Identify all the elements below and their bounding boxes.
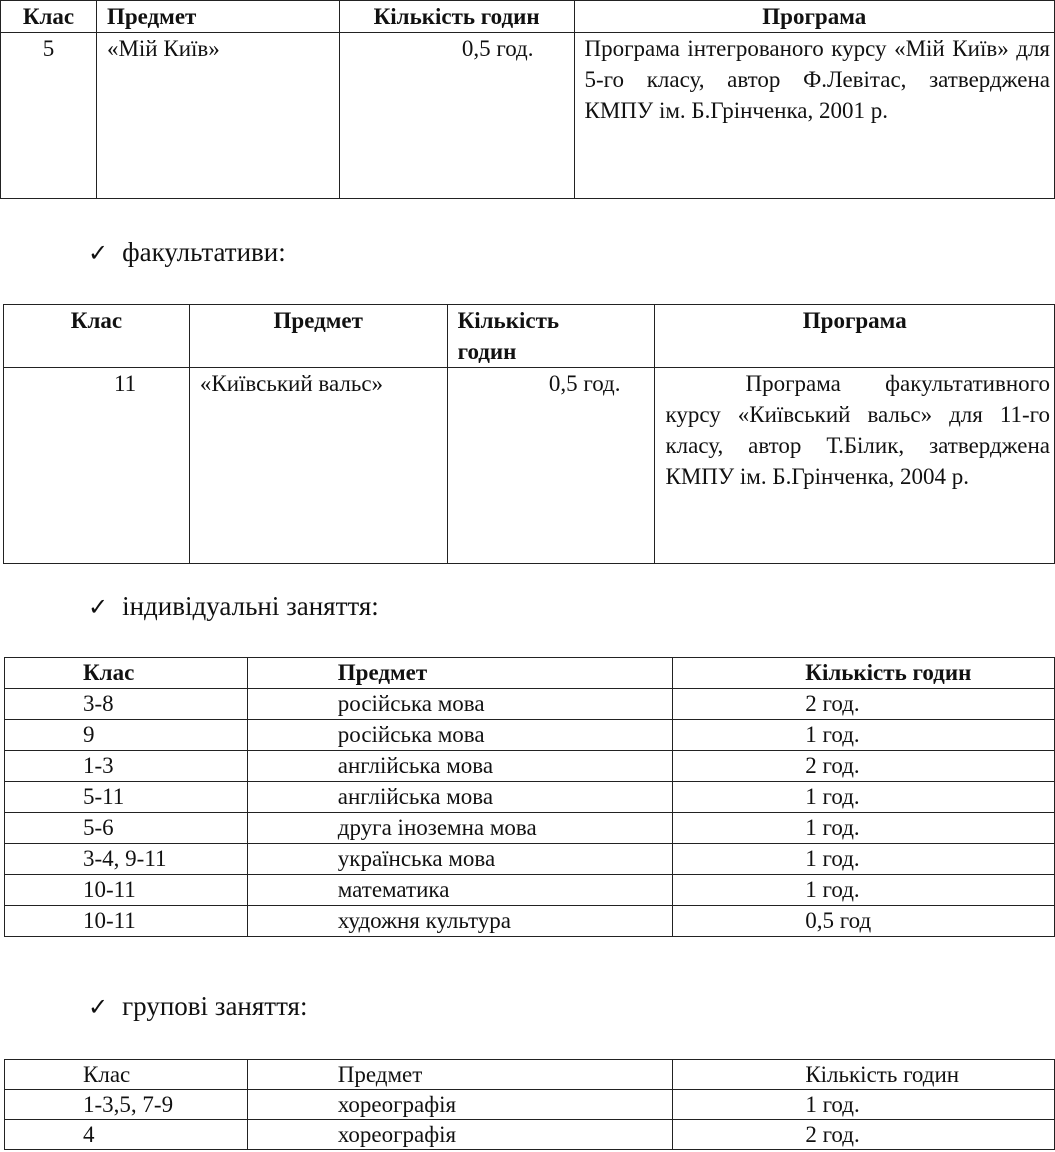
cell-program: Програма факультативного курсу «Київський вальс» для 11-го класу, автор Т.Білик, затверджена КМПУ ім. Б.Грінченка, 2004 р.	[655, 368, 1055, 564]
table-header-row	[4, 305, 1055, 368]
header-program: Програма	[655, 305, 1055, 368]
cell-hours: 1 год.	[673, 782, 1055, 813]
cell-hours: 2 год.	[673, 689, 1055, 720]
cell-hours: 1 год.	[673, 1090, 1055, 1120]
table-row	[5, 906, 1055, 937]
cell-hours: 1 год.	[673, 813, 1055, 844]
table-row	[5, 720, 1055, 751]
cell-subject: хореографія	[247, 1090, 673, 1120]
checkmark-icon: ✓	[88, 239, 109, 267]
table-row	[5, 1120, 1055, 1150]
header-program: Програма	[574, 1, 1054, 33]
header-hours: Кількість годин	[673, 658, 1055, 689]
checkmark-icon: ✓	[88, 593, 109, 621]
section-label-group: ✓ групові заняття:	[88, 991, 308, 1021]
cell-hours: 0,5 год.	[339, 33, 574, 199]
header-subject: Предмет	[247, 1060, 673, 1090]
table-row	[5, 875, 1055, 906]
section-label-individual: ✓ індивідуальні заняття:	[88, 591, 379, 621]
header-hours: Кількість годин	[447, 305, 655, 368]
cell-hours: 1 год.	[673, 875, 1055, 906]
cell-hours: 2 год.	[673, 751, 1055, 782]
cell-hours: 2 год.	[673, 1120, 1055, 1150]
group-lessons-table	[4, 1059, 1055, 1150]
cell-subject: англійська мова	[247, 782, 673, 813]
cell-subject: «Київський вальс»	[189, 368, 447, 564]
cell-subject: художня культура	[247, 906, 673, 937]
cell-class: 5-6	[5, 813, 248, 844]
header-class: Клас	[4, 305, 190, 368]
cell-hours: 0,5 год.	[447, 368, 655, 564]
cell-subject: англійська мова	[247, 751, 673, 782]
table-row	[5, 689, 1055, 720]
cell-class: 3-8	[5, 689, 248, 720]
section-label-electives: ✓ факультативи:	[88, 237, 286, 267]
header-subject: Предмет	[247, 658, 673, 689]
cell-subject: хореографія	[247, 1120, 673, 1150]
individual-lessons-table	[4, 657, 1055, 937]
cell-class: 10-11	[5, 906, 248, 937]
cell-hours: 0,5 год	[673, 906, 1055, 937]
checkmark-icon: ✓	[88, 993, 109, 1021]
table-row	[5, 751, 1055, 782]
header-class: Клас	[5, 658, 248, 689]
cell-class: 1-3	[5, 751, 248, 782]
integrated-course-table	[0, 0, 1055, 199]
cell-subject: російська мова	[247, 689, 673, 720]
cell-subject: «Мій Київ»	[96, 33, 339, 199]
cell-subject: математика	[247, 875, 673, 906]
cell-program: Програма інтегрованого курсу «Мій Київ» для 5-го класу, автор Ф.Левітас, затверджена КМПУ ім. Б.Грінченка, 2001 р.	[574, 33, 1054, 199]
table-row	[1, 33, 1055, 199]
table-row	[4, 368, 1055, 564]
table-header-row	[5, 1060, 1055, 1090]
table-header-row	[5, 658, 1055, 689]
cell-class: 1-3,5, 7-9	[5, 1090, 248, 1120]
cell-class: 3-4, 9-11	[5, 844, 248, 875]
cell-class: 9	[5, 720, 248, 751]
cell-class: 4	[5, 1120, 248, 1150]
electives-table	[3, 304, 1055, 564]
header-class: Клас	[1, 1, 97, 33]
cell-hours: 1 год.	[673, 720, 1055, 751]
table-row	[5, 1090, 1055, 1120]
header-class: Клас	[5, 1060, 248, 1090]
cell-class: 11	[4, 368, 190, 564]
cell-subject: друга іноземна мова	[247, 813, 673, 844]
cell-class: 10-11	[5, 875, 248, 906]
table-header-row	[1, 1, 1055, 33]
table-row	[5, 782, 1055, 813]
cell-class: 5-11	[5, 782, 248, 813]
header-hours: Кількість годин	[673, 1060, 1055, 1090]
table-row	[5, 844, 1055, 875]
header-hours: Кількість годин	[339, 1, 574, 33]
cell-class: 5	[1, 33, 97, 199]
cell-subject: російська мова	[247, 720, 673, 751]
header-subject: Предмет	[189, 305, 447, 368]
cell-subject: українська мова	[247, 844, 673, 875]
table-row	[5, 813, 1055, 844]
cell-hours: 1 год.	[673, 844, 1055, 875]
header-subject: Предмет	[96, 1, 339, 33]
